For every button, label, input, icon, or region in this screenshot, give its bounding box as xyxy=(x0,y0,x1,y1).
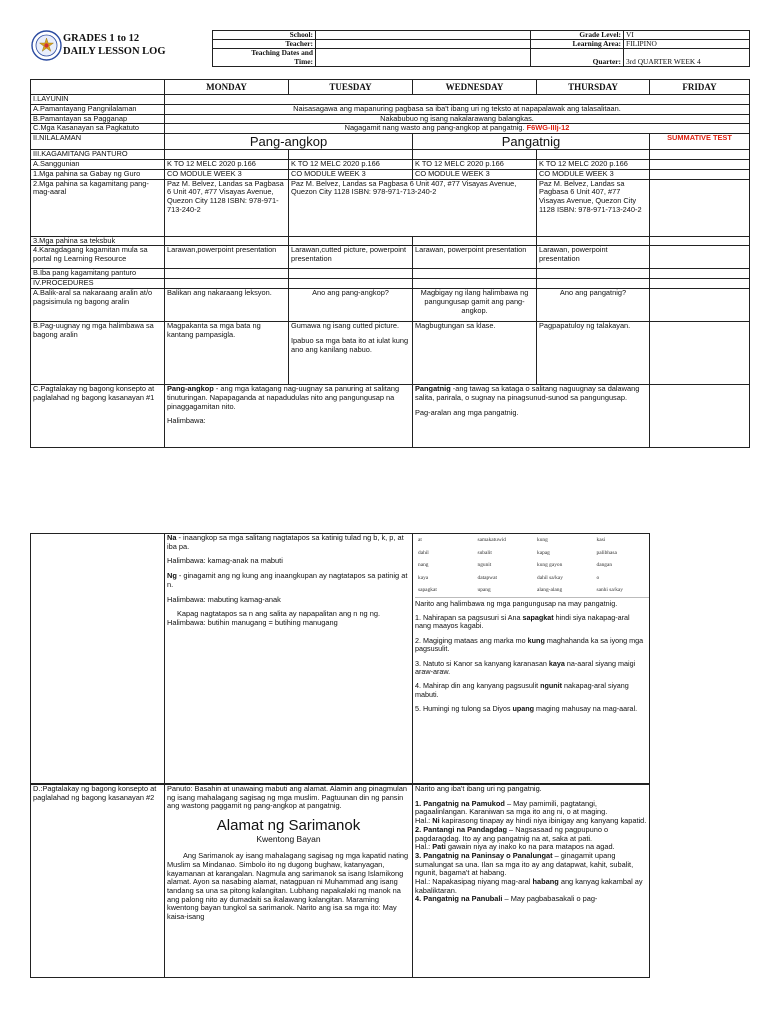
pagtalakay2-label: D.:Pagtalakay ng bagong konsepto at paglalahad ng bagong kasanayan #2 xyxy=(31,785,165,978)
na-example: Halimbawa: kamag-anak na mabuti xyxy=(167,556,283,566)
ex2-conj: kung xyxy=(527,635,545,645)
type-3-example xyxy=(415,878,647,895)
conj-word: dahil xyxy=(418,549,429,556)
karagdagan-mon: Larawan,powerpoint presentation xyxy=(165,246,289,269)
ex5-conj: upang xyxy=(512,704,535,714)
type-4 xyxy=(415,895,647,904)
type-2-heading: 2. Pantangi na Pandagdag xyxy=(415,824,507,834)
conj-word: dangan xyxy=(596,562,613,568)
balik-aral-tue: Ano ang pang-angkop? xyxy=(289,288,413,321)
iba-pa-label: B.Iba pang kagamitang panturo xyxy=(31,269,165,279)
day-thursday: THURSDAY xyxy=(537,80,650,95)
type-2 xyxy=(415,826,647,843)
pangatnig-def: -ang tawag sa kataga o salitang naguugnay sa dalawang salita, parirala, o sugnay na pinagsunud-sunod sa pangungusap. xyxy=(415,384,640,402)
grade-label: Grade Level: xyxy=(531,31,624,40)
day-monday: MONDAY xyxy=(165,80,289,95)
mag-aaral-mon: Paz M. Belvez, Landas sa Pagbasa 6 Unit 407, #77 Visayas Avenue, Quezon City 1128 ISBN: 978-971-713-240-2 xyxy=(165,179,289,236)
n-rule: Kapag nagtatapos sa n ang salita ay napapalitan ang n ng ng. xyxy=(177,609,380,619)
type-2-desc: – Nagsasaad ng pagpupuno o pagdaragdag. Ito ay ang pangatnig na at, saka at pati. xyxy=(415,824,609,843)
gabay-tue: CO MODULE WEEK 3 xyxy=(289,169,413,179)
kasanayan-cell xyxy=(165,124,750,134)
karagdagan-thu: Larawan, powerpoint presentation xyxy=(537,246,650,269)
conj-word: sapagkat xyxy=(418,587,437,593)
type-2-ex-c: gawain niya ay inako ko na para matapos na agad. xyxy=(445,842,615,852)
pag-uugnay-tue-2: Ipabuo sa mga bata ito at iulat kung ano ang kanilang nabuo. xyxy=(291,335,409,354)
quarter-label: Quarter: xyxy=(531,49,624,67)
lesson-log-table xyxy=(30,79,750,448)
pangnilalaman-text: Naisasagawa ang mapanuring pagbasa sa iba't ibang uri ng teksto at napapalawak ang talasalitaan. xyxy=(165,104,750,114)
ex1-a: 1. Nahirapan sa pagsusuri si Ana xyxy=(415,612,523,622)
procedures-wed xyxy=(413,279,537,289)
teacher-label: Teacher: xyxy=(213,40,316,49)
sanggunian-tue: K TO 12 MELC 2020 p.166 xyxy=(289,159,413,169)
type-1-ex-b: Ni xyxy=(432,816,440,826)
sanggunian-thu: K TO 12 MELC 2020 p.166 xyxy=(537,159,650,169)
conj-word: samakatuwid xyxy=(477,537,506,543)
types-intro: Narito ang iba't ibang uri ng pangatnig. xyxy=(415,784,542,793)
teksbuk-thu xyxy=(537,236,650,246)
sanggunian-fri xyxy=(650,159,750,169)
type-3-desc: – ginagamit upang sumalungat sa una. Ilan sa mga ito ay ang datapwat, kahit, subalit, ngunit, bagama't at habang. xyxy=(415,850,634,878)
pag-uugnay-fri xyxy=(650,321,750,384)
example-4 xyxy=(415,682,647,699)
pang-angkop-rules xyxy=(165,534,413,784)
conj-word: sanhi sa/kay xyxy=(596,587,623,593)
melc-code: F6WG-IIIj-12 xyxy=(526,123,570,133)
type-3-ex-a: Hal.: Napakasipag niyang mag-aral xyxy=(415,877,533,887)
example-1 xyxy=(415,614,647,631)
pag-uugnay-tue-1: Gumawa ng isang cutted picture. xyxy=(291,321,400,330)
kagamitan-wed xyxy=(413,150,537,160)
type-3 xyxy=(415,852,647,878)
pagtalakay1-label: C.Pagtalakay ng bagong konsepto at paglalahad ng bagong kasanayan #1 xyxy=(31,384,165,447)
ex4-conj: ngunit xyxy=(540,681,563,691)
teksbuk-fri xyxy=(650,236,750,246)
pang-angkop-halimbawa: Halimbawa: xyxy=(167,416,206,426)
iba-pa-tue xyxy=(289,269,413,279)
pag-uugnay-tue xyxy=(289,321,413,384)
dates-label xyxy=(213,49,316,67)
mag-aaral-label: 2.Mga pahina sa kagamitang pang-mag-aaral xyxy=(31,179,165,236)
type-3-heading: 3. Pangatnig na Paninsay o Panalungat xyxy=(415,850,553,860)
conj-word: ngunit xyxy=(477,562,492,568)
pangatnig-examples xyxy=(413,534,650,784)
pangatnig-types xyxy=(413,785,650,978)
conj-word: nang xyxy=(418,562,429,568)
type-4-desc: – May pagbabasakali o pag- xyxy=(502,894,598,904)
nilalaman-label: II.NILALAMAN xyxy=(31,134,165,150)
kagamitan-mon xyxy=(165,150,289,160)
continuation-table xyxy=(30,533,650,784)
kagamitan-fri xyxy=(650,150,750,160)
ex4-a: 4. Mahirap din ang kanyang pagsusulit xyxy=(415,681,541,691)
header-info-table xyxy=(212,30,750,67)
type-2-ex-b: Pati xyxy=(432,842,446,852)
conj-word: dahil sa/kay xyxy=(537,574,563,581)
kasanayan-text: Nagagamit nang wasto ang pang-angkop at pangatnig. xyxy=(344,123,525,133)
conj-word: kung gayon xyxy=(537,562,563,568)
iba-pa-wed xyxy=(413,269,537,279)
form-title-line1: GRADES 1 to 12 xyxy=(63,33,140,44)
conj-word: kung xyxy=(537,537,548,543)
teacher-value xyxy=(316,40,531,49)
mag-aaral-tue-wed: Paz M. Belvez, Landas sa Pagbasa 6 Unit 407, #77 Visayas Avenue, Quezon City 1128 ISBN: 978-971-713-240-2 xyxy=(289,179,537,236)
type-1-ex-a: Hal.: xyxy=(415,816,433,826)
example-5 xyxy=(415,705,647,713)
alamat-cell xyxy=(165,785,413,978)
conj-word: kapag xyxy=(537,549,550,556)
type-4-heading: 4. Pangatnig na Panubali xyxy=(415,894,503,904)
day-wednesday: WEDNESDAY xyxy=(413,80,537,95)
examples-intro: Narito ang halimbawa ng mga pangungusap na may pangatnig. xyxy=(415,598,618,608)
conj-word: kasi xyxy=(596,537,606,543)
pagtalakay2-table xyxy=(30,784,650,978)
day-header-blank xyxy=(31,80,165,95)
balik-aral-label: A.Balik-aral sa nakaraang aralin at/o pagsisimula ng bagong aralin xyxy=(31,288,165,321)
procedures-label: IV.PROCEDURES xyxy=(31,279,165,289)
conjunction-list-image xyxy=(415,534,650,598)
sanggunian-wed: K TO 12 MELC 2020 p.166 xyxy=(413,159,537,169)
type-3-ex-c: ang kanyag kakambal ay kabaliktaran. xyxy=(415,877,643,895)
ex3-conj: kaya xyxy=(548,658,565,668)
sanggunian-mon: K TO 12 MELC 2020 p.166 xyxy=(165,159,289,169)
gabay-fri xyxy=(650,169,750,179)
conj-word: kaya xyxy=(418,574,429,581)
alamat-instructions: Panuto: Basahin at unawaing mabuti ang alamat. Alamin ang pinagmulan ng isang mahalagang sagisag ng mga muslim. Pagtuunan din ng pansin ang wastong paggamit ng pang-angkop at pangatnig. xyxy=(167,784,407,811)
deped-seal-logo xyxy=(31,30,62,61)
ex4-c: nakapag-aral siyang mabuti. xyxy=(415,681,629,699)
continuation-label xyxy=(31,534,165,784)
ex2-c: maghahanda ka sa iyong mga pagsusulit. xyxy=(415,635,644,654)
grade-value: VI xyxy=(624,31,750,40)
conj-word: alang-alang xyxy=(537,587,563,593)
pagganap-label: B.Pamantayan sa Pagganap xyxy=(31,114,165,124)
nilalaman-pang-angkop: Pang-angkop xyxy=(165,134,413,150)
sanggunian-label: A.Sanggunian xyxy=(31,159,165,169)
pagtalakay1-pangatnig xyxy=(413,384,650,447)
dates-label-line1: Teaching Dates and xyxy=(251,48,313,57)
kagamitan-tue xyxy=(289,150,413,160)
procedures-mon xyxy=(165,279,289,289)
pagtalakay1-pang-angkop xyxy=(165,384,413,447)
kasanayan-label: C.Mga Kasanayan sa Pagkatuto xyxy=(31,124,165,134)
school-label: School: xyxy=(213,31,316,40)
conj-word: palibhasa xyxy=(596,549,617,556)
karagdagan-tue: Larawan,cutted picture, powerpoint presentation xyxy=(289,246,413,269)
teksbuk-label: 3.Mga pahina sa teksbuk xyxy=(31,236,165,246)
mag-aaral-thu: Paz M. Belvez, Landas sa Pagbasa 6 Unit 407, #77 Visayas Avenue, Quezon City 1128 ISBN: 978-971-713-240-2 xyxy=(537,179,650,236)
pagganap-text: Nakabubuo ng isang nakalarawang balangkas. xyxy=(165,114,750,124)
story-subtitle: Kwentong Bayan xyxy=(256,834,321,845)
ng-term: Ng xyxy=(167,571,177,581)
type-1 xyxy=(415,800,647,817)
ng-def: - ginagamit ang ng kung ang inaangkupan ay nagtatapos sa patinig at n. xyxy=(167,571,408,589)
balik-aral-mon: Balikan ang nakaraang leksyon. xyxy=(165,288,289,321)
iba-pa-thu xyxy=(537,269,650,279)
ex5-c: maging mahusay na mag-aaral. xyxy=(534,704,638,714)
pag-uugnay-label: B.Pag-uugnay ng mga halimbawa sa bagong aralin xyxy=(31,321,165,384)
procedures-thu xyxy=(537,279,650,289)
karagdagan-fri xyxy=(650,246,750,269)
kagamitan-thu xyxy=(537,150,650,160)
pag-uugnay-thu: Pagpapatuloy ng talakayan. xyxy=(537,321,650,384)
conj-word: at xyxy=(418,537,422,543)
ex3-c: na-aaral siyang maigi araw-araw. xyxy=(415,658,636,676)
pang-angkop-term: Pang-angkop xyxy=(167,384,214,393)
type-2-ex-a: Hal.: xyxy=(415,842,433,852)
type-1-heading: 1. Pangatnig na Pamukod xyxy=(415,798,505,808)
teksbuk-tue xyxy=(289,236,413,246)
story-body: Ang Sarimanok ay isang mahalagang sagisag ng mga kapatid nating Muslim sa Mindanao. Simbolo ito ng dugong bughaw, katanyagan, kayamanan at karangalan. Nagmula ang sarimanok sa isang Islamikong alamat. Ayon sa nasabing alamat, natagpuan ni Muhammad ang isang tandang sa una sa pitong kalangitan. Lubhang napakalaki ng manok na ang palong nito ay dumadaiti sa ikalawang kalangitan. Maraming kwentong bayan tungkol sa sarimanok. Narito ang isa sa mga ito: May kaisa-isang xyxy=(167,851,409,922)
ex1-c: hindi siya nakapag-aral nang maayos kagabi. xyxy=(415,612,630,631)
area-label: Learning Area: xyxy=(531,40,624,49)
gabay-thu: CO MODULE WEEK 3 xyxy=(537,169,650,179)
story-title: Alamat ng Sarimanok xyxy=(216,817,361,835)
teksbuk-mon xyxy=(165,236,289,246)
pangatnig-term: Pangatnig xyxy=(415,384,451,393)
day-friday: FRIDAY xyxy=(650,80,750,95)
pagtalakay1-fri xyxy=(650,384,750,447)
mag-aaral-fri xyxy=(650,179,750,236)
nilalaman-pangatnig: Pangatnig xyxy=(413,134,650,150)
type-1-desc: – May pamimili, pagtatangi, pagaalinlangan. Karaniwan sa mga ito ang ni, o at maging. xyxy=(415,798,608,817)
procedures-tue xyxy=(289,279,413,289)
karagdagan-label: 4.Karagdagang kagamitan mula sa portal ng Learning Resource xyxy=(31,246,165,269)
pangnilalaman-label: A.Pamantayang Pangnilalaman xyxy=(31,104,165,114)
conj-word: subalit xyxy=(477,549,492,556)
area-value: FILIPINO xyxy=(624,40,750,49)
pag-uugnay-wed: Magbugtungan sa klase. xyxy=(413,321,537,384)
karagdagan-wed: Larawan, powerpoint presentation xyxy=(413,246,537,269)
kagamitan-label: III.KAGAMITANG PANTURO xyxy=(31,150,165,160)
gabay-wed: CO MODULE WEEK 3 xyxy=(413,169,537,179)
example-3 xyxy=(415,660,647,677)
example-2 xyxy=(415,637,647,654)
layunin-cell xyxy=(165,95,750,105)
gabay-label: 1.Mga pahina sa Gabay ng Guro xyxy=(31,169,165,179)
ex3-a: 3. Natuto si Kanor sa kanyang karanasan xyxy=(415,658,549,668)
procedures-fri xyxy=(650,279,750,289)
ex2-a: 2. Magiging mataas ang marka mo xyxy=(415,635,528,645)
quarter-value: 3rd QUARTER WEEK 4 xyxy=(624,49,750,67)
teksbuk-wed xyxy=(413,236,537,246)
pag-uugnay-mon: Magpakanta sa mga bata ng kantang pampasigla. xyxy=(165,321,289,384)
pang-angkop-def: - ang mga katagang nag-uugnay sa panuring at salitang tinuturingan. Napapaganda at napadudulas nito ang pangungusap na pinaggagamitan nito. xyxy=(167,384,400,411)
form-title xyxy=(63,33,166,58)
gabay-mon: CO MODULE WEEK 3 xyxy=(165,169,289,179)
iba-pa-mon xyxy=(165,269,289,279)
na-term: Na xyxy=(167,533,177,542)
conj-word: upang xyxy=(477,587,491,593)
ex1-conj: sapagkat xyxy=(522,612,554,622)
balik-aral-thu: Ano ang pangatnig? xyxy=(537,288,650,321)
conj-word: o xyxy=(596,574,600,581)
conj-word: datapwat xyxy=(477,574,497,581)
balik-aral-wed: Magbigay ng ilang halimbawa ng pangungusap gamit ang pang-angkop. xyxy=(413,288,537,321)
day-tuesday: TUESDAY xyxy=(289,80,413,95)
type-1-ex-c: kapirasong tinapay ay hindi niya ibinigay ang kanyang kapatid. xyxy=(439,816,647,826)
pangatnig-study: Pag-aralan ang mga pangatnig. xyxy=(415,407,519,417)
balik-aral-fri xyxy=(650,288,750,321)
layunin-label: I.LAYUNIN xyxy=(31,95,165,105)
ex5-a: 5. Humingi ng tulong sa Diyos xyxy=(415,704,513,714)
school-value xyxy=(316,31,531,40)
iba-pa-fri xyxy=(650,269,750,279)
na-def: - inaangkop sa mga salitang nagtatapos sa katinig tulad ng b, k, p, at iba pa. xyxy=(167,533,404,551)
form-title-line2: DAILY LESSON LOG xyxy=(63,45,166,57)
type-3-ex-b: habang xyxy=(532,877,559,887)
dates-value xyxy=(316,49,531,67)
dates-label-line2: Time: xyxy=(294,56,313,66)
ng-example: Halimbawa: mabuting kamag-anak xyxy=(167,594,281,604)
summative-test-label: SUMMATIVE TEST xyxy=(650,134,750,150)
n-example: Halimbawa: butihin manugang = butihing manugang xyxy=(167,617,338,627)
